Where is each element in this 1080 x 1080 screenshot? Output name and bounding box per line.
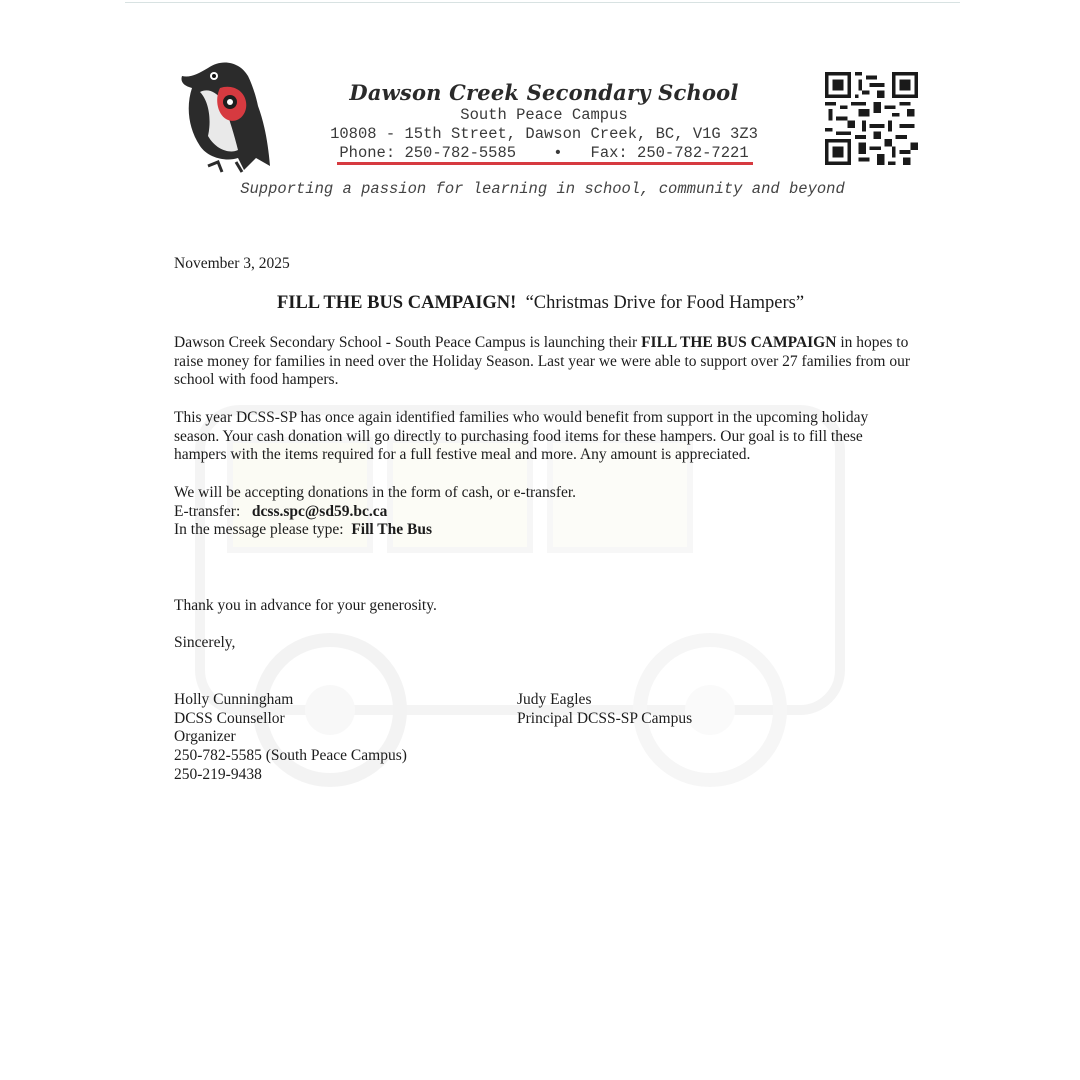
etransfer-email[interactable]: dcss.spc@sd59.bc.ca bbox=[251, 502, 388, 520]
intro-text-start: Dawson Creek Secondary School - South Peace Campus is launching their bbox=[174, 334, 642, 351]
signature-left bbox=[174, 691, 407, 785]
signature-right bbox=[517, 691, 692, 728]
intro-text-end: in hopes to raise money for families in need over the Holiday Season. Last year we were able to support over 27 families from our school with food hampers. bbox=[174, 334, 911, 389]
signer-title: DCSS Counsellor bbox=[174, 709, 285, 727]
letter-headline bbox=[174, 293, 907, 314]
closing-line: Sincerely, bbox=[174, 634, 236, 651]
signer-phone-cell: 250-219-9438 bbox=[174, 765, 262, 783]
signer-phone-campus: 250-782-5585 (South Peace Campus) bbox=[174, 747, 407, 765]
signer-role: Organizer bbox=[174, 728, 236, 746]
headline-bold: FILL THE BUS CAMPAIGN! bbox=[276, 293, 517, 313]
paragraph-purpose: This year DCSS-SP has once again identified families who would benefit from support in the upcoming holiday season. Your cash donation will go directly to purchasing food items for these hampers. Our goal is to fill these hampers with the items required for a full festive meal and more. Any amount is appreciated. bbox=[174, 409, 869, 464]
principal-name: Judy Eagles bbox=[517, 691, 592, 708]
phone-number: Phone: 250-782-5585 bbox=[339, 144, 517, 162]
thanks-line: Thank you in advance for your generosity. bbox=[174, 597, 437, 614]
message-value: Fill The Bus bbox=[351, 521, 433, 539]
school-name: Dawson Creek Secondary School bbox=[349, 80, 739, 105]
donation-methods: We will be accepting donations in the form of cash, or e-transfer. bbox=[174, 484, 577, 501]
campus-name: South Peace Campus bbox=[460, 106, 628, 124]
signer-name: Holly Cunningham bbox=[174, 691, 294, 708]
paragraph-intro bbox=[174, 334, 914, 390]
separator-dot: • bbox=[553, 144, 563, 162]
campaign-name: FILL THE BUS CAMPAIGN bbox=[641, 334, 837, 351]
contact-line bbox=[300, 144, 788, 162]
raven-logo-icon bbox=[178, 58, 274, 178]
etransfer-label: E-transfer: bbox=[174, 502, 241, 520]
etransfer-line bbox=[174, 503, 914, 522]
fax-number: Fax: 250-782-7221 bbox=[590, 144, 749, 162]
principal-title: Principal DCSS-SP Campus bbox=[517, 709, 693, 727]
message-line bbox=[174, 521, 914, 540]
school-tagline: Supporting a passion for learning in school, community and beyond bbox=[240, 180, 845, 198]
top-scan-rule bbox=[125, 2, 960, 3]
school-address: 10808 - 15th Street, Dawson Creek, BC, V1G 3Z3 bbox=[330, 125, 758, 143]
message-label: In the message please type: bbox=[174, 521, 344, 539]
paragraph-donation bbox=[174, 484, 914, 540]
letter-date: November 3, 2025 bbox=[174, 255, 290, 272]
red-divider bbox=[337, 162, 753, 165]
headline-subtitle: “Christmas Drive for Food Hampers” bbox=[525, 293, 805, 313]
qr-code-icon bbox=[825, 72, 918, 165]
